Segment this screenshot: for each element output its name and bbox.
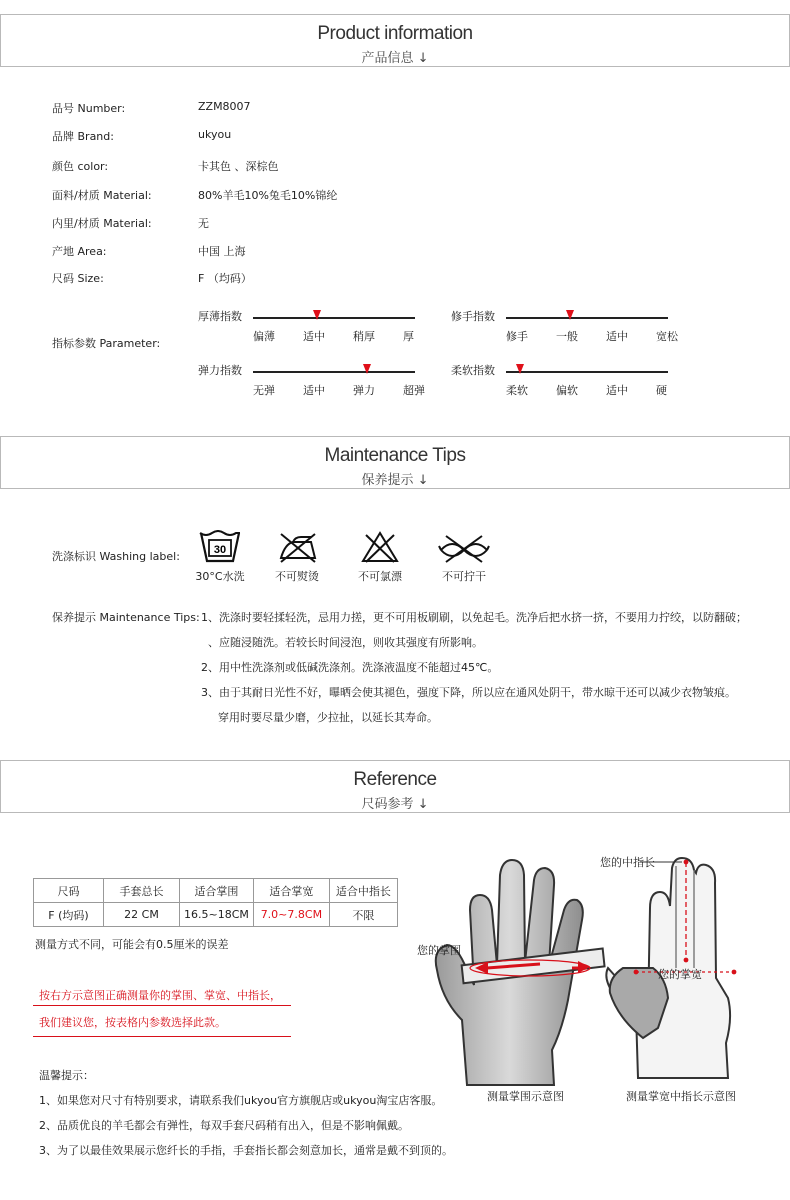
scale-tick-label: 硬 <box>656 384 667 397</box>
info-label: 产地 Area: <box>52 245 107 258</box>
tip-line: 穿用时要尽量少磨，少拉扯，以延长其寿命。 <box>218 711 438 724</box>
scale-tick-label: 适中 <box>303 330 325 343</box>
maintenance-header <box>0 436 790 489</box>
info-value: 无 <box>198 217 209 230</box>
washing-label: 洗涤标识 Washing label: <box>52 550 180 563</box>
scale-tick-label: 修手 <box>506 330 528 343</box>
table-cell: 不限 <box>329 903 397 927</box>
info-label: 颜色 color: <box>52 160 109 173</box>
section-title-cn: 保养提示 ↓ <box>361 473 429 488</box>
red-note: 我们建议您，按表格内参数选择此款。 <box>39 1016 226 1029</box>
info-value: 卡其色 、深棕色 <box>198 160 279 173</box>
scale-line <box>253 371 415 373</box>
scale-tick-label: 无弹 <box>253 384 275 397</box>
elasticity-scale <box>198 362 425 402</box>
scale-tick-label: 宽松 <box>656 330 678 343</box>
info-label: 品牌 Brand: <box>52 130 114 143</box>
section-title-en: Product information <box>317 23 473 44</box>
no-iron-icon <box>262 530 332 586</box>
scale-tick-label: 适中 <box>303 384 325 397</box>
maintenance-tips-title: 保养提示 Maintenance Tips: <box>52 611 200 624</box>
info-value: ukyou <box>198 128 232 141</box>
red-underline <box>33 1005 291 1006</box>
table-row <box>34 903 398 927</box>
wash-caption: 30°C水洗 <box>195 570 245 583</box>
table-header: 尺码 <box>34 879 104 903</box>
tip-line: 、应随浸随洗。若较长时间浸泡，则收其强度有所影响。 <box>208 636 483 649</box>
info-label: 面料/材质 Material: <box>52 189 152 202</box>
fit-scale <box>451 308 678 348</box>
info-value: F （均码） <box>198 272 252 285</box>
section-title-cn: 产品信息 ↓ <box>361 51 429 66</box>
palm-circumference-caption: 测量掌围示意图 <box>487 1090 564 1103</box>
table-header: 适合掌围 <box>180 879 254 903</box>
table-header-row <box>34 879 398 903</box>
softness-scale <box>451 362 671 402</box>
table-cell: 22 CM <box>104 903 180 927</box>
scale-selected-marker <box>313 310 321 320</box>
scale-selected-marker <box>566 310 574 320</box>
palm-circumference-label: 您的掌围 <box>417 944 461 957</box>
scale-tick-label: 稍厚 <box>353 330 375 343</box>
section-title-en: Maintenance Tips <box>324 445 466 466</box>
info-value: 中国 上海 <box>198 245 246 258</box>
wash-caption: 不可拧干 <box>442 570 486 583</box>
scale-name: 柔软指数 <box>451 364 495 377</box>
warm-tip-line: 2、品质优良的羊毛都会有弹性，每双手套尺码稍有出入，但是不影响佩戴。 <box>39 1119 409 1132</box>
info-label: 品号 Number: <box>52 102 126 115</box>
scale-name: 修手指数 <box>451 310 495 323</box>
wash-30-icon <box>185 530 255 586</box>
scale-tick-label: 弹力 <box>353 384 375 397</box>
wash-temp: 30 <box>213 544 227 556</box>
parameter-label: 指标参数 Parameter: <box>52 337 161 350</box>
red-note: 按右方示意图正确测量你的掌围、掌宽、中指长， <box>39 989 281 1002</box>
scale-name: 厚薄指数 <box>198 310 242 323</box>
section-title-en: Reference <box>353 769 437 790</box>
wash-caption: 不可熨烫 <box>275 570 319 583</box>
info-label: 尺码 Size: <box>52 272 104 285</box>
scale-selected-marker <box>516 364 524 374</box>
scale-line <box>253 317 415 319</box>
scale-name: 弹力指数 <box>198 364 242 377</box>
table-header: 适合中指长 <box>329 879 397 903</box>
warm-tips-title: 温馨提示： <box>39 1069 94 1082</box>
no-bleach-icon <box>345 530 415 586</box>
scale-line <box>506 317 668 319</box>
palm-circumference-diagram <box>412 850 612 1110</box>
info-value: 80%羊毛10%兔毛10%锦纶 <box>198 189 338 202</box>
info-label: 内里/材质 Material: <box>52 217 152 230</box>
table-cell: F (均码) <box>34 903 104 927</box>
table-header: 手套总长 <box>104 879 180 903</box>
scale-tick-label: 偏软 <box>556 384 578 397</box>
palm-width-caption: 测量掌宽中指长示意图 <box>626 1090 736 1103</box>
table-cell: 7.0~7.8CM <box>253 903 329 927</box>
thickness-scale <box>198 308 418 348</box>
tip-line: 1、洗涤时要轻揉轻洗，忌用力搓，更不可用板刷刷，以免起毛。洗净后把水挤一挤，不要用力拧绞，以防翻破； <box>201 611 747 624</box>
scale-selected-marker <box>363 364 371 374</box>
reference-header <box>0 760 790 813</box>
tip-line: 3、由于其耐日光性不好，曝晒会使其褪色，强度下降，所以应在通风处阴干，带水晾干还可以减少衣物皱痕。 <box>201 686 736 699</box>
scale-line <box>506 371 668 373</box>
section-title-cn: 尺码参考 ↓ <box>361 797 429 812</box>
scale-tick-label: 超弹 <box>403 384 425 397</box>
scale-tick-label: 一般 <box>556 330 578 343</box>
measure-note: 测量方式不同，可能会有0.5厘米的误差 <box>35 938 229 951</box>
palm-width-label: 您的掌宽 <box>658 968 702 981</box>
product-info-header <box>0 14 790 67</box>
middle-finger-label: 您的中指长 <box>600 856 655 869</box>
warm-tip-line: 1、如果您对尺寸有特别要求，请联系我们ukyou官方旗舰店或ukyou淘宝店客服。 <box>39 1094 443 1107</box>
size-table <box>33 878 398 927</box>
scale-tick-label: 适中 <box>606 384 628 397</box>
scale-tick-label: 偏薄 <box>253 330 275 343</box>
red-underline <box>33 1036 291 1037</box>
scale-tick-label: 适中 <box>606 330 628 343</box>
tip-line: 2、用中性洗涤剂或低碱洗涤剂。洗涤液温度不能超过45℃。 <box>201 661 499 674</box>
table-cell: 16.5~18CM <box>180 903 254 927</box>
no-wring-icon <box>429 530 499 586</box>
scale-tick-label: 厚 <box>403 330 414 343</box>
table-header: 适合掌宽 <box>253 879 329 903</box>
palm-width-diagram <box>598 848 788 1110</box>
warm-tip-line: 3、为了以最佳效果展示您纤长的手指，手套指长都会刻意加长，通常是戴不到顶的。 <box>39 1144 453 1157</box>
scale-tick-label: 柔软 <box>506 384 528 397</box>
info-value: ZZM8007 <box>198 100 251 113</box>
wash-caption: 不可氯漂 <box>358 570 402 583</box>
